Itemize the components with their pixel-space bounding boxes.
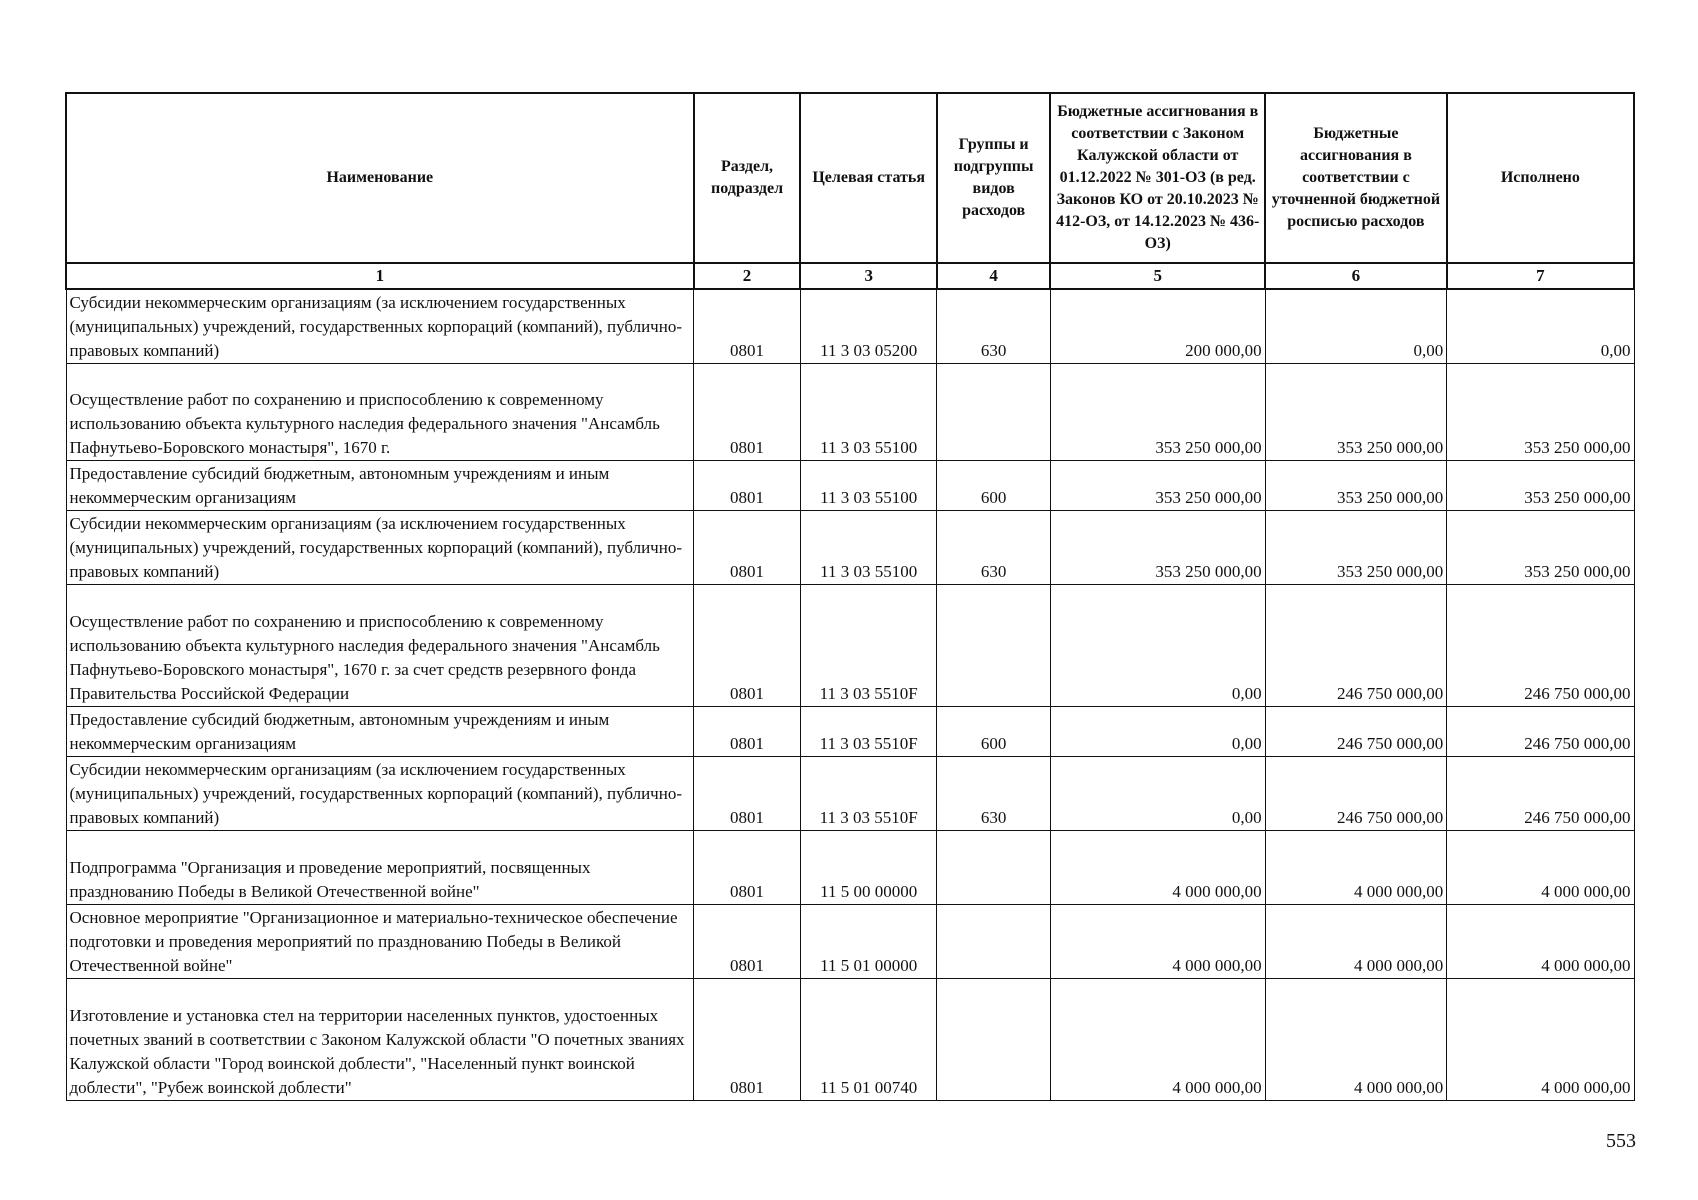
header-executed: Исполнено <box>1447 93 1634 263</box>
row-section: 0801 <box>694 757 801 831</box>
row-executed-amount: 4 000 000,00 <box>1447 905 1634 979</box>
row-law-amount: 353 250 000,00 <box>1050 511 1265 585</box>
row-roster-amount: 353 250 000,00 <box>1265 364 1447 461</box>
row-article: 11 3 03 55100 <box>800 461 937 511</box>
row-section: 0801 <box>694 289 801 364</box>
header-name: Наименование <box>66 93 694 263</box>
table-row <box>66 707 1634 757</box>
row-name: Осуществление работ по сохранению и приспособлению к современному использованию объекта культурного наследия федерального значения "Ансамбль Пафнутьево-Боровского монастыря", 1670 г. за счет средств резервного фонда Правительства Российской Федерации <box>66 585 694 707</box>
row-executed-amount: 353 250 000,00 <box>1447 511 1634 585</box>
row-name: Субсидии некоммерческим организациям (за исключением государственных (муниципальных) учреждений, государственных корпораций (компаний), публично-правовых компаний) <box>66 757 694 831</box>
column-number-row <box>66 263 1634 289</box>
table-row <box>66 511 1634 585</box>
row-group: 600 <box>937 461 1050 511</box>
row-law-amount: 353 250 000,00 <box>1050 364 1265 461</box>
row-executed-amount: 353 250 000,00 <box>1447 461 1634 511</box>
row-article: 11 3 03 05200 <box>800 289 937 364</box>
row-roster-amount: 246 750 000,00 <box>1265 757 1447 831</box>
row-article: 11 3 03 5510F <box>800 707 937 757</box>
row-name: Предоставление субсидий бюджетным, автономным учреждениям и иным некоммерческим организациям <box>66 707 694 757</box>
row-section: 0801 <box>694 707 801 757</box>
table-row <box>66 364 1634 461</box>
header-article: Целевая статья <box>800 93 937 263</box>
row-group <box>937 364 1050 461</box>
row-roster-amount: 0,00 <box>1265 289 1447 364</box>
row-law-amount: 4 000 000,00 <box>1050 979 1265 1101</box>
table-row <box>66 585 1634 707</box>
row-law-amount: 0,00 <box>1050 757 1265 831</box>
row-article: 11 3 03 55100 <box>800 364 937 461</box>
row-executed-amount: 246 750 000,00 <box>1447 707 1634 757</box>
row-roster-amount: 246 750 000,00 <box>1265 585 1447 707</box>
row-law-amount: 0,00 <box>1050 707 1265 757</box>
row-name: Субсидии некоммерческим организациям (за исключением государственных (муниципальных) учреждений, государственных корпораций (компаний), публично-правовых компаний) <box>66 289 694 364</box>
row-group: 630 <box>937 289 1050 364</box>
row-section: 0801 <box>694 585 801 707</box>
table-header-row <box>66 93 1634 263</box>
row-section: 0801 <box>694 905 801 979</box>
row-article: 11 3 03 5510F <box>800 757 937 831</box>
page-number: 553 <box>1606 1130 1636 1152</box>
column-number: 2 <box>694 263 801 289</box>
table-row <box>66 905 1634 979</box>
row-name: Осуществление работ по сохранению и приспособлению к современному использованию объекта культурного наследия федерального значения "Ансамбль Пафнутьево-Боровского монастыря", 1670 г. <box>66 364 694 461</box>
row-law-amount: 353 250 000,00 <box>1050 461 1265 511</box>
row-roster-amount: 4 000 000,00 <box>1265 979 1447 1101</box>
row-name: Предоставление субсидий бюджетным, автономным учреждениям и иным некоммерческим организациям <box>66 461 694 511</box>
row-roster-amount: 353 250 000,00 <box>1265 461 1447 511</box>
table-row <box>66 289 1634 364</box>
column-number: 4 <box>937 263 1050 289</box>
row-article: 11 5 01 00740 <box>800 979 937 1101</box>
row-group: 600 <box>937 707 1050 757</box>
header-section: Раздел, подраздел <box>694 93 801 263</box>
row-law-amount: 200 000,00 <box>1050 289 1265 364</box>
row-name: Подпрограмма "Организация и проведение мероприятий, посвященных празднованию Победы в Великой Отечественной войне" <box>66 831 694 905</box>
row-section: 0801 <box>694 831 801 905</box>
row-section: 0801 <box>694 461 801 511</box>
header-expense-group: Группы и подгруппы видов расходов <box>937 93 1050 263</box>
column-number: 3 <box>800 263 937 289</box>
row-article: 11 3 03 55100 <box>800 511 937 585</box>
column-number: 5 <box>1050 263 1265 289</box>
row-section: 0801 <box>694 364 801 461</box>
row-roster-amount: 353 250 000,00 <box>1265 511 1447 585</box>
row-article: 11 3 03 5510F <box>800 585 937 707</box>
column-number: 6 <box>1265 263 1447 289</box>
row-roster-amount: 4 000 000,00 <box>1265 831 1447 905</box>
table-row <box>66 461 1634 511</box>
row-article: 11 5 01 00000 <box>800 905 937 979</box>
row-group: 630 <box>937 511 1050 585</box>
row-group <box>937 831 1050 905</box>
row-group <box>937 585 1050 707</box>
row-executed-amount: 4 000 000,00 <box>1447 831 1634 905</box>
row-group <box>937 979 1050 1101</box>
row-name: Субсидии некоммерческим организациям (за исключением государственных (муниципальных) учреждений, государственных корпораций (компаний), публично-правовых компаний) <box>66 511 694 585</box>
row-executed-amount: 246 750 000,00 <box>1447 757 1634 831</box>
header-law-allocation: Бюджетные ассигнования в соответствии с Законом Калужской области от 01.12.2022 № 301-ОЗ (в ред. Законов КО от 20.10.2023 № 412-ОЗ, от 14.12.2023 № 436-ОЗ) <box>1050 93 1265 263</box>
column-number: 1 <box>66 263 694 289</box>
row-name: Изготовление и установка стел на территории населенных пунктов, удостоенных почетных званий в соответствии с Законом Калужской области "О почетных званиях Калужской области "Город воинской доблести", "Населенный пункт воинской доблести", "Рубеж воинской доблести" <box>66 979 694 1101</box>
row-law-amount: 0,00 <box>1050 585 1265 707</box>
header-roster-allocation: Бюджетные ассигнования в соответствии с уточненной бюджетной росписью расходов <box>1265 93 1447 263</box>
row-roster-amount: 4 000 000,00 <box>1265 905 1447 979</box>
budget-table <box>65 92 1635 1101</box>
row-executed-amount: 4 000 000,00 <box>1447 979 1634 1101</box>
row-article: 11 5 00 00000 <box>800 831 937 905</box>
row-group: 630 <box>937 757 1050 831</box>
column-number: 7 <box>1447 263 1634 289</box>
row-executed-amount: 353 250 000,00 <box>1447 364 1634 461</box>
row-name: Основное мероприятие "Организационное и материально-техническое обеспечение подготовки и проведения мероприятий по празднованию Победы в Великой Отечественной войне" <box>66 905 694 979</box>
row-group <box>937 905 1050 979</box>
table-row <box>66 757 1634 831</box>
table-row <box>66 979 1634 1101</box>
row-executed-amount: 0,00 <box>1447 289 1634 364</box>
row-roster-amount: 246 750 000,00 <box>1265 707 1447 757</box>
row-law-amount: 4 000 000,00 <box>1050 905 1265 979</box>
table-row <box>66 831 1634 905</box>
row-section: 0801 <box>694 511 801 585</box>
row-executed-amount: 246 750 000,00 <box>1447 585 1634 707</box>
row-section: 0801 <box>694 979 801 1101</box>
row-law-amount: 4 000 000,00 <box>1050 831 1265 905</box>
